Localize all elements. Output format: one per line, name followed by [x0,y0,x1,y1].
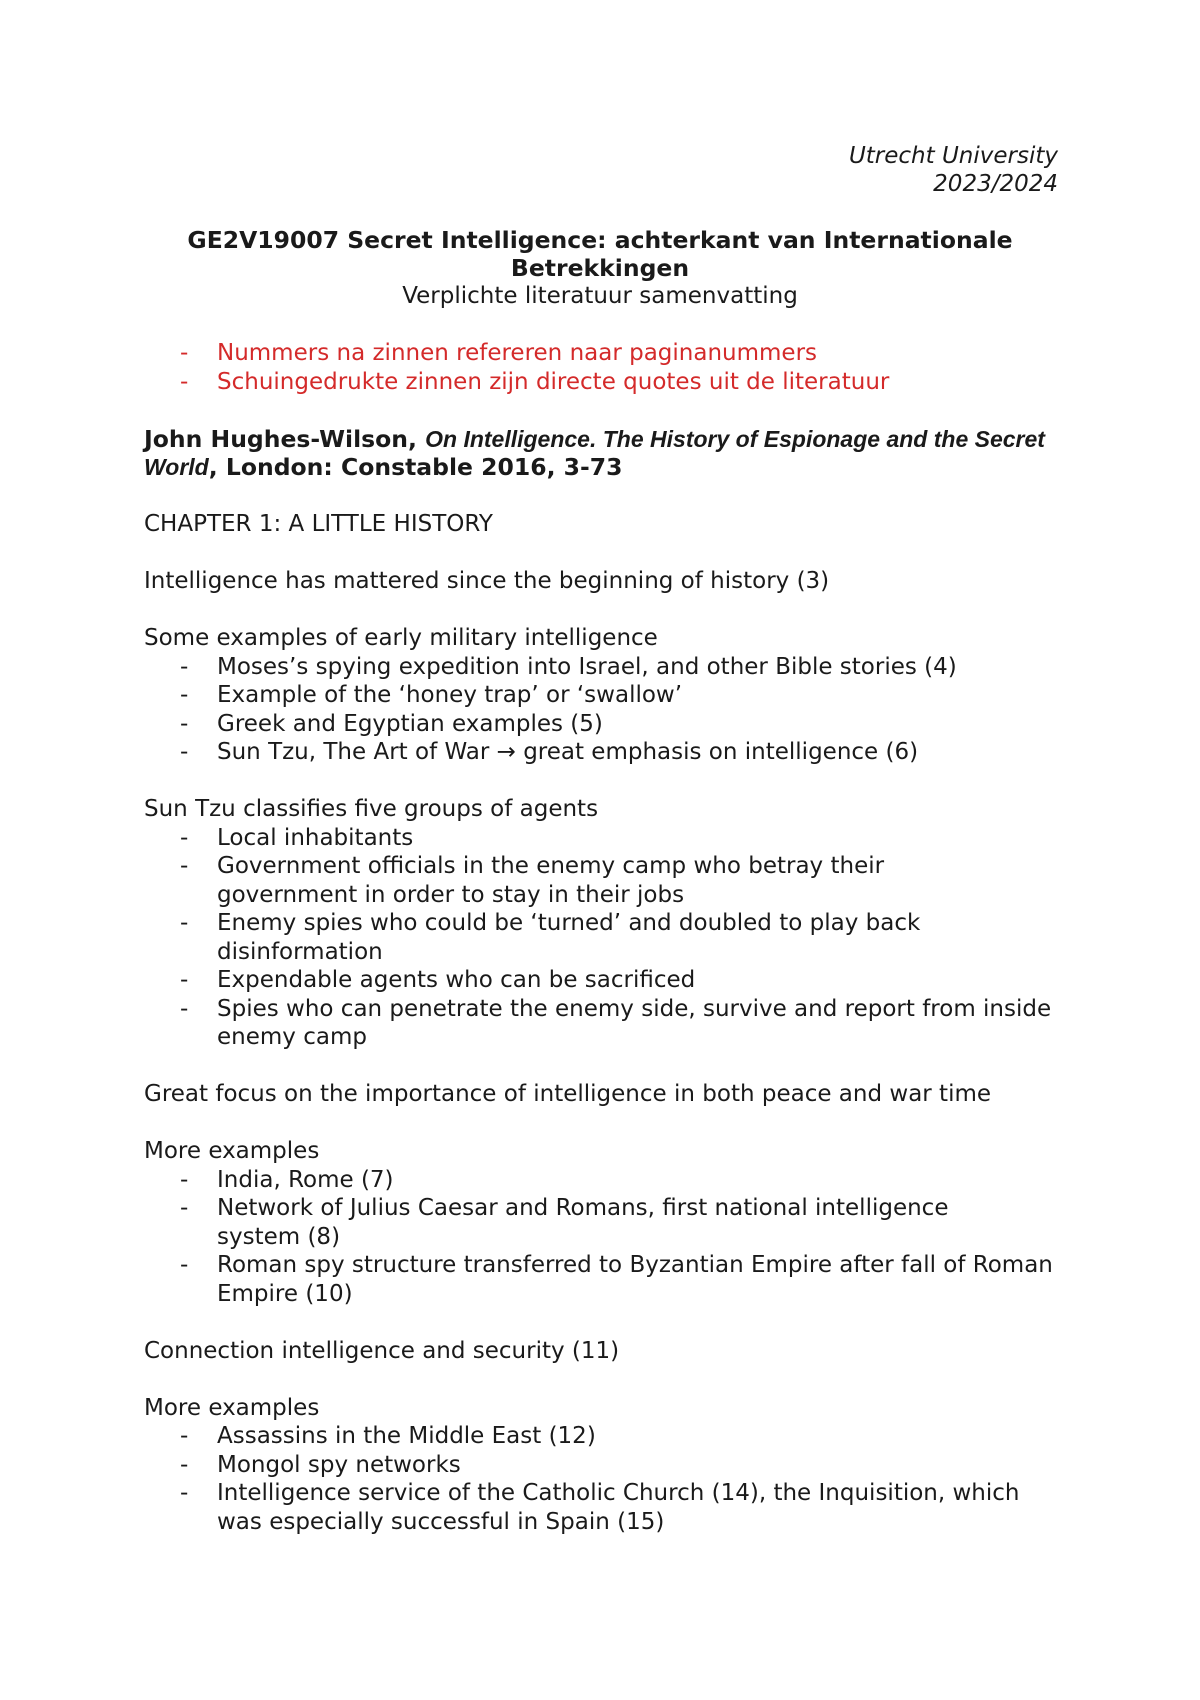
list-item: - Greek and Egyptian examples (5) [180,710,603,737]
list-item: - Local inhabitants [180,824,414,851]
intro-line: Intelligence has mattered since the beginning of history (3) [144,568,830,594]
note-item: - Nummers na zinnen refereren naar paginanummers [180,340,818,366]
institution-name: Utrecht University [848,143,1058,169]
section-list [144,1422,1064,1536]
list-item: - Roman spy structure transferred to Byzantian Empire after fall of Roman Empire (10) [180,1252,1053,1307]
connection-line: Connection intelligence and security (11) [144,1337,620,1364]
notes-list [144,339,1064,396]
list-item: - India, Rome (7) [180,1166,394,1193]
document-subtitle: Verplichte literatuur samenvatting [402,283,798,309]
document-body [144,339,1064,1536]
section-list [144,653,1064,767]
section-list [144,1166,1064,1309]
chapter-heading: CHAPTER 1: A LITTLE HISTORY [144,511,493,537]
note-item: - Schuingedrukte zinnen zijn directe quotes uit de literatuur [180,368,890,395]
section-heading: More examples [144,1138,320,1164]
list-item: - Government officials in the enemy camp who betray their government in order to stay in their jobs [180,853,885,908]
list-item: - Sun Tzu, The Art of War → great emphasis on intelligence (6) [180,739,919,765]
section-heading: Some examples of early military intelligence [144,625,658,651]
title-block [160,226,1040,310]
list-item: - Enemy spies who could be ‘turned’ and doubled to play back disinformation [180,910,921,965]
reference-author: John Hughes-Wilson, [144,424,426,453]
list-item: - Spies who can penetrate the enemy side, survive and report from inside enemy camp [180,995,1052,1050]
document-title: GE2V19007 Secret Intelligence: achterkant van Internationale Betrekkingen [187,226,1013,282]
list-item: - Intelligence service of the Catholic Church (14), the Inquisition, which was especially successful in Spain (15) [180,1480,1020,1535]
academic-year: 2023/2024 [933,171,1058,197]
list-item: - Example of the ‘honey trap’ or ‘swallow’ [180,682,683,708]
section-heading: More examples [144,1394,320,1421]
list-item: - Expendable agents who can be sacrificed [180,967,696,993]
section-list [144,824,1064,1052]
section-heading: Sun Tzu classifies five groups of agents [144,796,599,822]
focus-line: Great focus on the importance of intelligence in both peace and war time [144,1081,992,1107]
reference-book-title: On Intelligence. The History of Espionage and the Secret World [144,425,1045,480]
literature-reference [144,425,1064,482]
list-item: - Assassins in the Middle East (12) [180,1423,596,1449]
list-item: - Mongol spy networks [180,1451,461,1478]
list-item: - Network of Julius Caesar and Romans, first national intelligence system (8) [180,1195,949,1250]
header-info [849,142,1058,198]
reference-publication: , London: Constable 2016, 3-73 [208,453,623,481]
list-item: - Moses’s spying expedition into Israel, and other Bible stories (4) [180,653,957,680]
